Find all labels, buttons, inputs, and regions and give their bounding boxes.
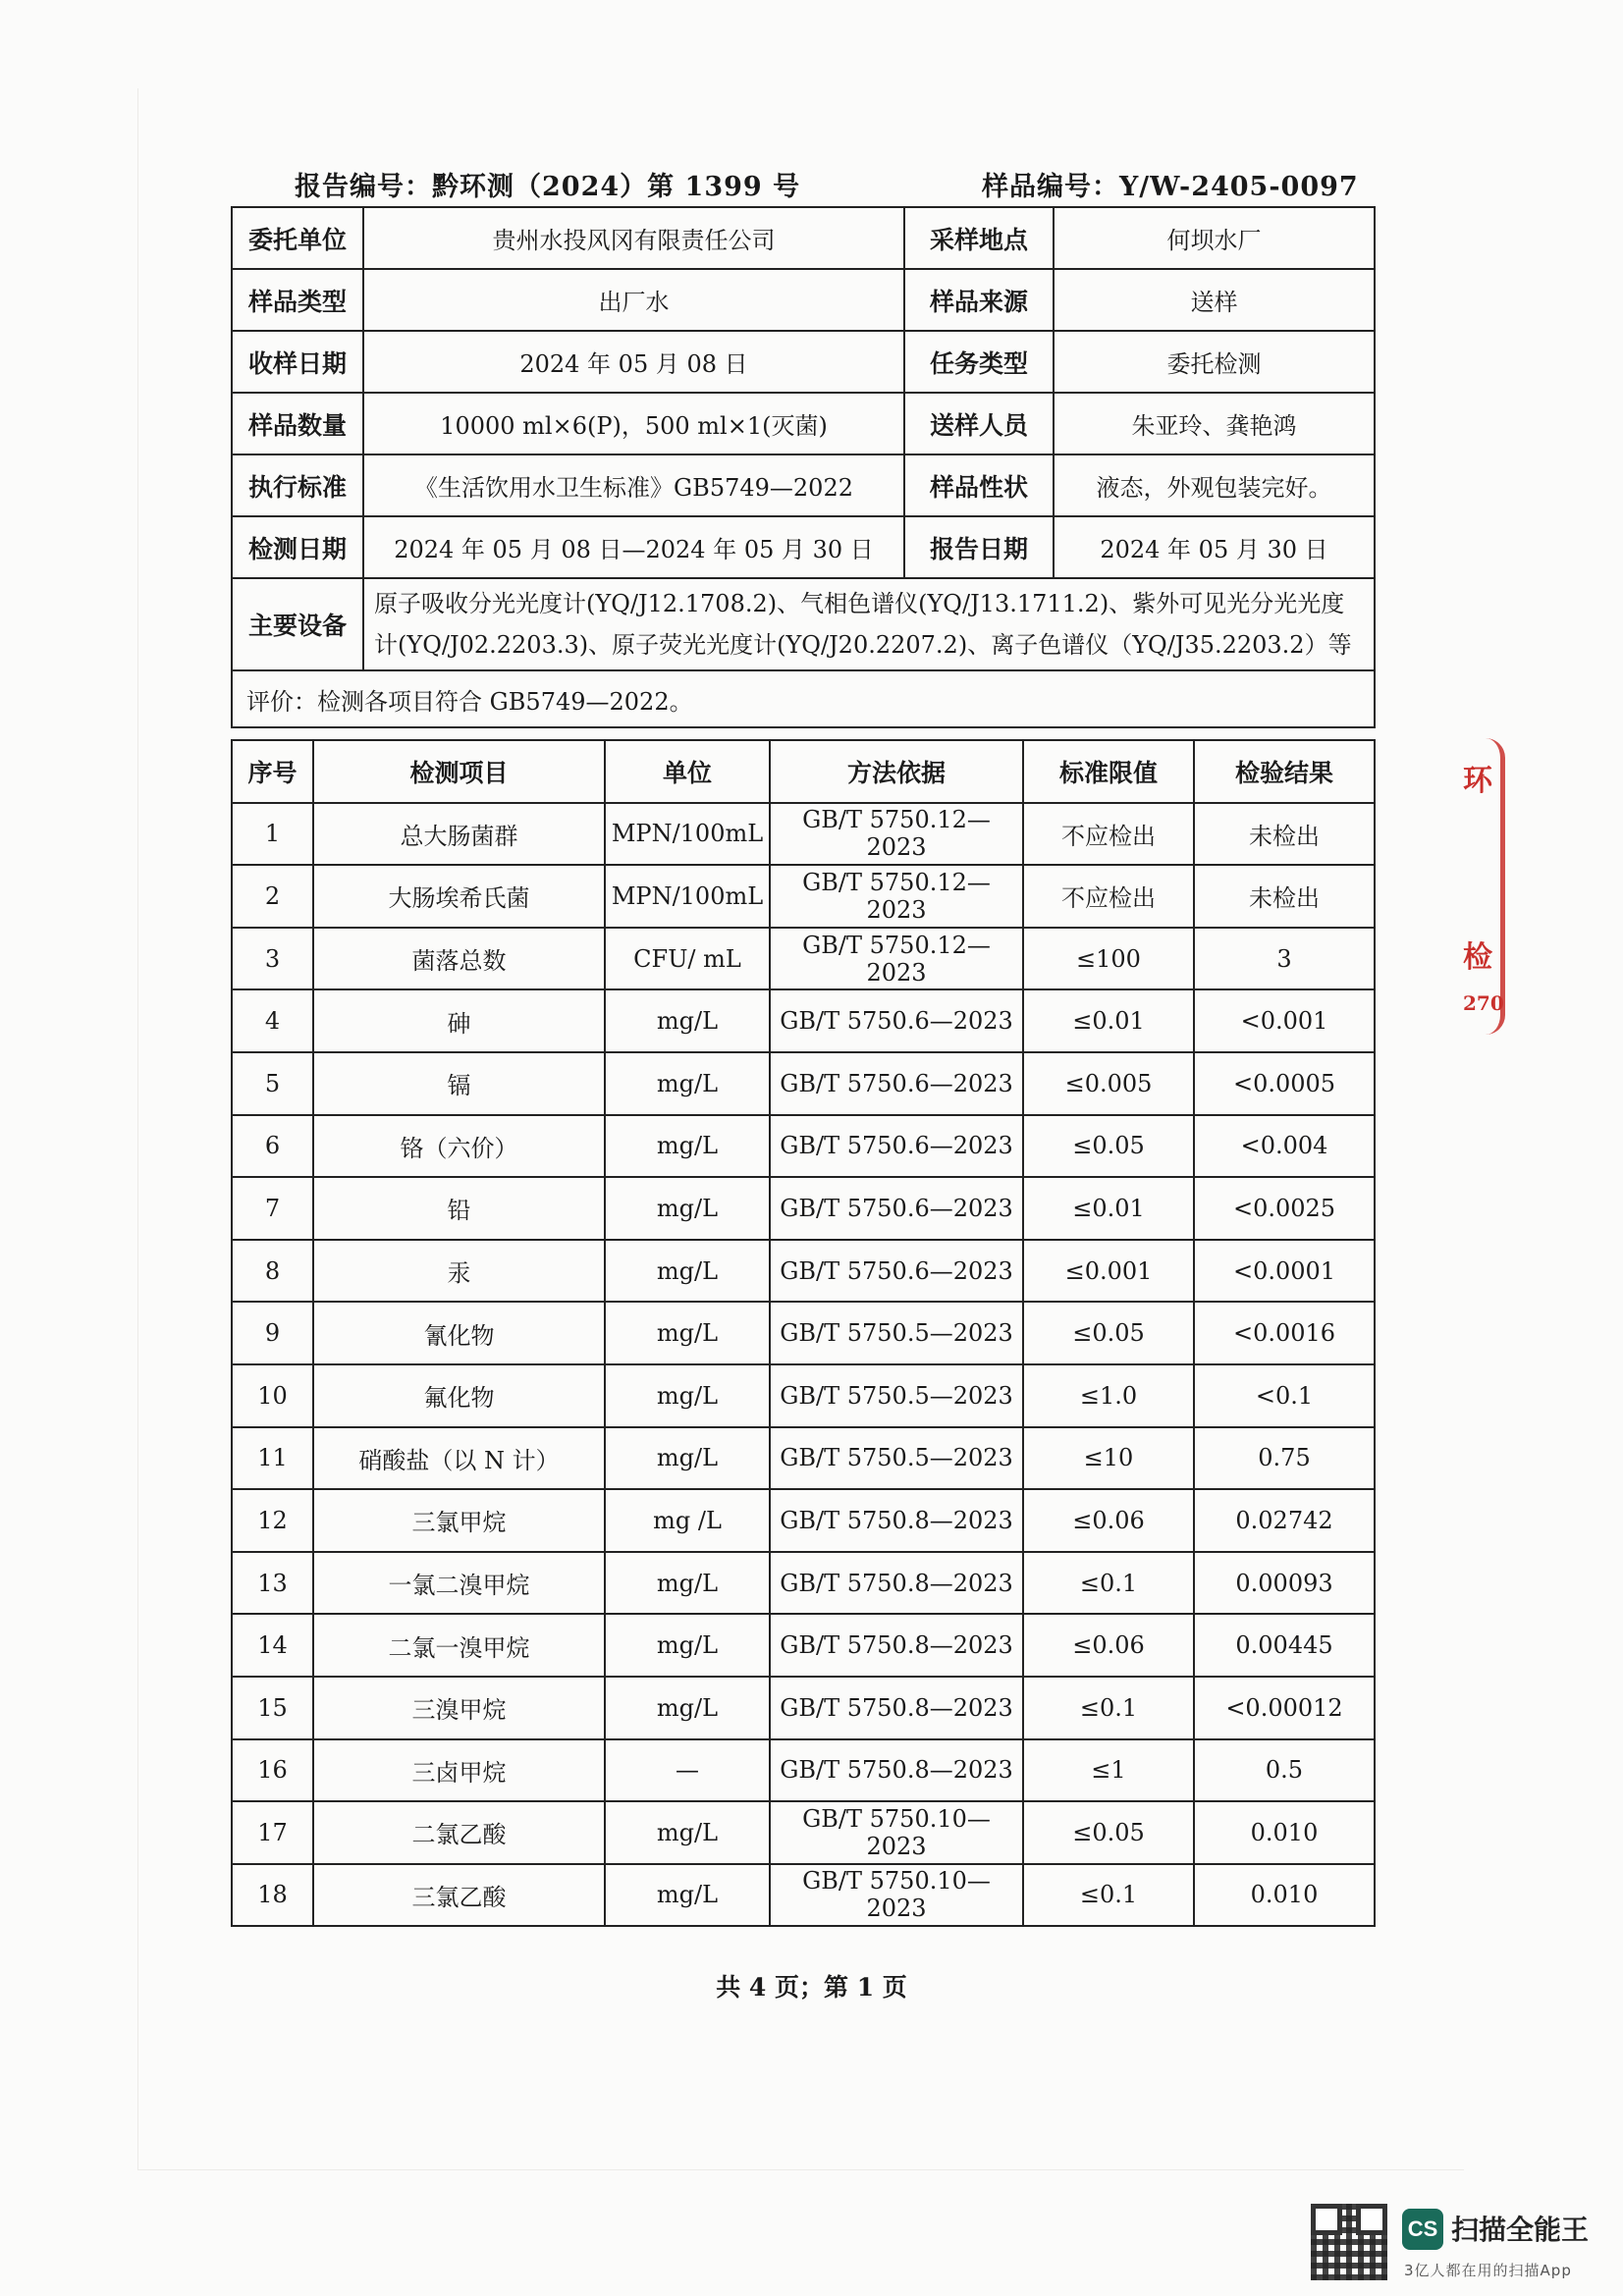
cell-item: 氰化物 [313, 1302, 605, 1364]
cell-limit: ≤0.05 [1023, 1801, 1194, 1864]
cell-unit: mg/L [605, 1115, 770, 1178]
cell-no: 4 [232, 989, 313, 1052]
cell-item: 铅 [313, 1177, 605, 1240]
info-row [232, 670, 1375, 727]
cell-method: GB/T 5750.5—2023 [770, 1427, 1023, 1490]
table-row [232, 1240, 1375, 1303]
cell-item: 三氯乙酸 [313, 1864, 605, 1927]
cell-item: 汞 [313, 1240, 605, 1303]
table-row [232, 865, 1375, 928]
cell-no: 7 [232, 1177, 313, 1240]
table-row [232, 1552, 1375, 1615]
cell-unit: mg/L [605, 1801, 770, 1864]
cell-no: 1 [232, 803, 313, 866]
cell-limit: ≤1 [1023, 1739, 1194, 1802]
info-row [232, 516, 1375, 578]
cell-no: 18 [232, 1864, 313, 1927]
info-row [232, 393, 1375, 454]
info-row [232, 454, 1375, 516]
table-row [232, 1614, 1375, 1677]
col-header-limit: 标准限值 [1023, 740, 1194, 803]
source-value: 送样 [1054, 269, 1375, 331]
cell-method: GB/T 5750.8—2023 [770, 1489, 1023, 1552]
cell-unit: CFU/ mL [605, 928, 770, 990]
info-row [232, 207, 1375, 269]
seal-char: 环 [1463, 764, 1492, 798]
cell-unit: mg/L [605, 1427, 770, 1490]
state-label: 样品性状 [904, 454, 1054, 516]
cell-method: GB/T 5750.8—2023 [770, 1614, 1023, 1677]
page-number: 共 4 页；第 1 页 [716, 1973, 907, 2002]
seal-char: 270 [1463, 991, 1504, 1015]
sample-info-table [231, 206, 1376, 728]
source-label: 样品来源 [904, 269, 1054, 331]
cell-item: 三氯甲烷 [313, 1489, 605, 1552]
cell-limit: ≤0.06 [1023, 1614, 1194, 1677]
std-value: 《生活饮用水卫生标准》GB5749—2022 [363, 454, 904, 516]
col-header-unit: 单位 [605, 740, 770, 803]
report-number: 报告编号：黔环测（2024）第 1399 号 [295, 172, 801, 202]
scanner-app-name: 扫描全能王 [1451, 2214, 1590, 2246]
table-row [232, 803, 1375, 866]
cell-method: GB/T 5750.6—2023 [770, 1177, 1023, 1240]
cell-limit: ≤0.001 [1023, 1240, 1194, 1303]
cell-item: 铬（六价） [313, 1115, 605, 1178]
table-row [232, 1302, 1375, 1364]
cell-item: 总大肠菌群 [313, 803, 605, 866]
cell-no: 8 [232, 1240, 313, 1303]
cell-result: 0.02742 [1194, 1489, 1375, 1552]
results-header-row [232, 740, 1375, 803]
table-row [232, 1739, 1375, 1802]
recv-value: 2024 年 05 月 08 日 [363, 331, 904, 393]
cell-result: 0.00445 [1194, 1614, 1375, 1677]
cell-unit: mg/L [605, 1364, 770, 1427]
table-row [232, 1864, 1375, 1927]
cell-result: 0.010 [1194, 1801, 1375, 1864]
cell-limit: ≤0.05 [1023, 1302, 1194, 1364]
col-header-method: 方法依据 [770, 740, 1023, 803]
table-row [232, 1177, 1375, 1240]
cell-item: 镉 [313, 1052, 605, 1115]
cell-result: 未检出 [1194, 803, 1375, 866]
cell-unit: mg/L [605, 1052, 770, 1115]
cell-method: GB/T 5750.6—2023 [770, 1052, 1023, 1115]
cell-result: <0.0005 [1194, 1052, 1375, 1115]
table-row [232, 989, 1375, 1052]
results-body [232, 803, 1375, 1927]
cell-item: 三卤甲烷 [313, 1739, 605, 1802]
equip-value: 原子吸收分光光度计(YQ/J12.1708.2)、气相色谱仪(YQ/J13.1711.2)、紫外可见光分光光度计(YQ/J02.2203.3)、原子荧光光度计(YQ/J20.2207.2)、离子色谱仪（YQ/J35.2203.2）等 [363, 578, 1375, 670]
cell-limit: 不应检出 [1023, 803, 1194, 866]
info-row [232, 578, 1375, 670]
cell-unit: MPN/100mL [605, 865, 770, 928]
cell-unit: — [605, 1739, 770, 1802]
equip-label: 主要设备 [232, 578, 363, 670]
cell-method: GB/T 5750.5—2023 [770, 1302, 1023, 1364]
sample-number: 样品编号：Y/W-2405-0097 [982, 172, 1359, 202]
cell-method: GB/T 5750.8—2023 [770, 1739, 1023, 1802]
cell-limit: ≤10 [1023, 1427, 1194, 1490]
cell-method: GB/T 5750.8—2023 [770, 1677, 1023, 1739]
col-header-item: 检测项目 [313, 740, 605, 803]
info-row [232, 269, 1375, 331]
site-value: 何坝水厂 [1054, 207, 1375, 269]
cell-item: 三溴甲烷 [313, 1677, 605, 1739]
cell-no: 6 [232, 1115, 313, 1178]
cell-unit: mg/L [605, 1177, 770, 1240]
cell-unit: mg/L [605, 1677, 770, 1739]
cell-result: 0.00093 [1194, 1552, 1375, 1615]
table-row [232, 928, 1375, 990]
qty-value: 10000 ml×6(P)，500 ml×1(灭菌) [363, 393, 904, 454]
cell-no: 12 [232, 1489, 313, 1552]
task-value: 委托检测 [1054, 331, 1375, 393]
type-value: 出厂水 [363, 269, 904, 331]
cell-no: 16 [232, 1739, 313, 1802]
cs-logo-icon: CS [1402, 2209, 1443, 2250]
cell-result: 3 [1194, 928, 1375, 990]
cell-limit: ≤0.05 [1023, 1115, 1194, 1178]
cell-limit: ≤0.1 [1023, 1677, 1194, 1739]
cell-result: <0.1 [1194, 1364, 1375, 1427]
cell-item: 氟化物 [313, 1364, 605, 1427]
cell-limit: ≤0.1 [1023, 1864, 1194, 1927]
cell-no: 17 [232, 1801, 313, 1864]
cell-result: <0.0016 [1194, 1302, 1375, 1364]
table-row [232, 1115, 1375, 1178]
cell-item: 菌落总数 [313, 928, 605, 990]
client-value: 贵州水投风冈有限责任公司 [363, 207, 904, 269]
cell-unit: mg/L [605, 1240, 770, 1303]
cell-method: GB/T 5750.8—2023 [770, 1552, 1023, 1615]
task-label: 任务类型 [904, 331, 1054, 393]
evaluation: 评价：检测各项目符合 GB5749—2022。 [232, 670, 1375, 727]
cell-result: 0.5 [1194, 1739, 1375, 1802]
cell-limit: ≤0.06 [1023, 1489, 1194, 1552]
col-header-no: 序号 [232, 740, 313, 803]
cell-method: GB/T 5750.12—2023 [770, 865, 1023, 928]
client-label: 委托单位 [232, 207, 363, 269]
cell-item: 二氯一溴甲烷 [313, 1614, 605, 1677]
col-header-result: 检验结果 [1194, 740, 1375, 803]
cell-result: 0.010 [1194, 1864, 1375, 1927]
cell-result: 0.75 [1194, 1427, 1375, 1490]
cell-method: GB/T 5750.6—2023 [770, 989, 1023, 1052]
sender-label: 送样人员 [904, 393, 1054, 454]
cell-no: 14 [232, 1614, 313, 1677]
test-date-value: 2024 年 05 月 08 日—2024 年 05 月 30 日 [363, 516, 904, 578]
qr-code-icon [1311, 2204, 1387, 2280]
cell-item: 大肠埃希氏菌 [313, 865, 605, 928]
cell-unit: mg/L [605, 1614, 770, 1677]
cell-limit: ≤0.1 [1023, 1552, 1194, 1615]
cell-no: 5 [232, 1052, 313, 1115]
cell-method: GB/T 5750.12—2023 [770, 928, 1023, 990]
cell-unit: mg/L [605, 1552, 770, 1615]
cell-unit: mg /L [605, 1489, 770, 1552]
table-row [232, 1364, 1375, 1427]
cell-method: GB/T 5750.10—2023 [770, 1801, 1023, 1864]
state-value: 液态，外观包装完好。 [1054, 454, 1375, 516]
cell-result: <0.004 [1194, 1115, 1375, 1178]
table-row [232, 1052, 1375, 1115]
cell-result: <0.00012 [1194, 1677, 1375, 1739]
cell-no: 3 [232, 928, 313, 990]
test-date-label: 检测日期 [232, 516, 363, 578]
table-row [232, 1427, 1375, 1490]
cell-item: 二氯乙酸 [313, 1801, 605, 1864]
cell-item: 砷 [313, 989, 605, 1052]
table-row [232, 1489, 1375, 1552]
cell-item: 硝酸盐（以 N 计） [313, 1427, 605, 1490]
cell-limit: 不应检出 [1023, 865, 1194, 928]
cell-no: 2 [232, 865, 313, 928]
scanner-tagline: 3亿人都在用的扫描App [1404, 2262, 1572, 2279]
sender-value: 朱亚玲、龚艳鸿 [1054, 393, 1375, 454]
seal-char: 检 [1463, 940, 1492, 975]
cell-method: GB/T 5750.5—2023 [770, 1364, 1023, 1427]
site-label: 采样地点 [904, 207, 1054, 269]
cell-method: GB/T 5750.12—2023 [770, 803, 1023, 866]
cell-no: 15 [232, 1677, 313, 1739]
cell-unit: mg/L [605, 1864, 770, 1927]
cell-limit: ≤0.01 [1023, 989, 1194, 1052]
std-label: 执行标准 [232, 454, 363, 516]
cell-limit: ≤0.01 [1023, 1177, 1194, 1240]
cell-method: GB/T 5750.6—2023 [770, 1115, 1023, 1178]
cell-no: 9 [232, 1302, 313, 1364]
results-table [231, 739, 1376, 1927]
table-row [232, 1801, 1375, 1864]
info-row [232, 331, 1375, 393]
report-date-label: 报告日期 [904, 516, 1054, 578]
table-row [232, 1677, 1375, 1739]
cell-method: GB/T 5750.10—2023 [770, 1864, 1023, 1927]
cell-result: <0.001 [1194, 989, 1375, 1052]
cell-unit: mg/L [605, 989, 770, 1052]
cell-method: GB/T 5750.6—2023 [770, 1240, 1023, 1303]
cell-no: 11 [232, 1427, 313, 1490]
cell-result: <0.0001 [1194, 1240, 1375, 1303]
report-date-value: 2024 年 05 月 30 日 [1054, 516, 1375, 578]
cell-item: 一氯二溴甲烷 [313, 1552, 605, 1615]
cell-no: 10 [232, 1364, 313, 1427]
cell-unit: mg/L [605, 1302, 770, 1364]
cell-limit: ≤1.0 [1023, 1364, 1194, 1427]
qty-label: 样品数量 [232, 393, 363, 454]
cell-unit: MPN/100mL [605, 803, 770, 866]
recv-label: 收样日期 [232, 331, 363, 393]
cell-result: <0.0025 [1194, 1177, 1375, 1240]
cell-no: 13 [232, 1552, 313, 1615]
cell-limit: ≤100 [1023, 928, 1194, 990]
cell-result: 未检出 [1194, 865, 1375, 928]
cell-limit: ≤0.005 [1023, 1052, 1194, 1115]
type-label: 样品类型 [232, 269, 363, 331]
